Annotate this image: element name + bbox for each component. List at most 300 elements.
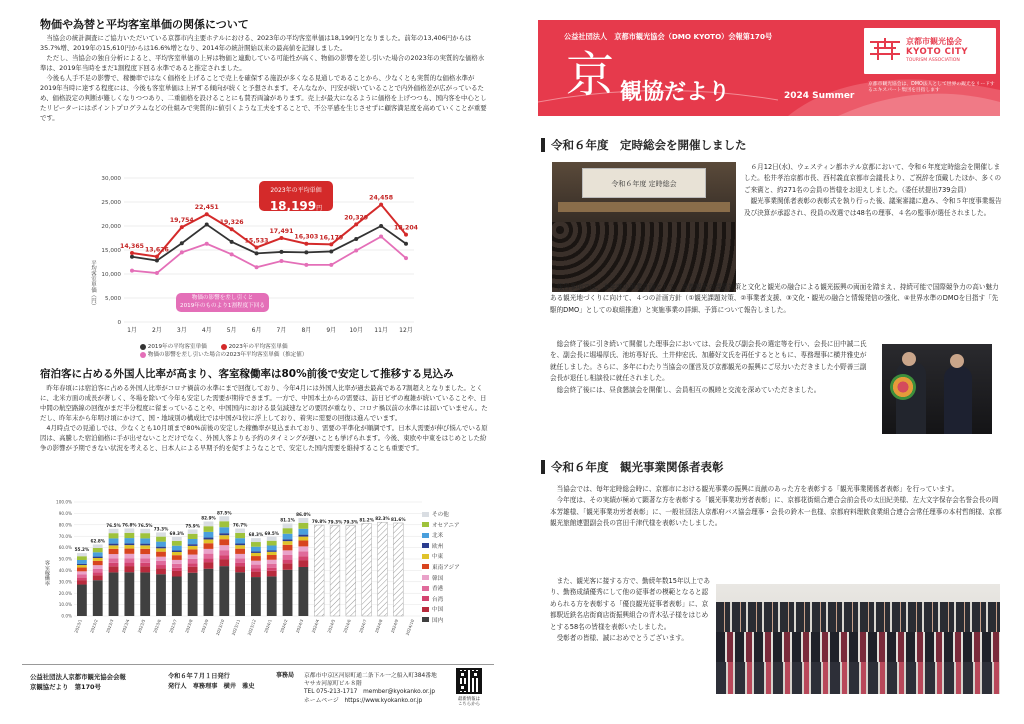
data-label: 82.9% [201, 515, 216, 521]
bar-segment [188, 539, 198, 544]
bar-segment [219, 516, 229, 521]
paragraph: 当協会では、毎年定時総会時に、京都市における観光事業の振興に貢献のあった方を表彰する「観光事業関係者表彰」を行っています。 [556, 485, 959, 493]
data-label: 76.7% [232, 522, 248, 528]
logo-sub: TOURISM ASSOCIATION [906, 58, 960, 63]
qr-code-icon[interactable] [456, 668, 482, 694]
bar-legend-item [422, 584, 482, 592]
legend-swatch [422, 617, 429, 622]
bar-segment [188, 555, 198, 559]
data-point [379, 224, 383, 228]
x-tick-label: 2023/3 [104, 618, 115, 634]
bar-segment [156, 557, 166, 561]
x-tick-label: 2024/1 [263, 618, 273, 634]
footer-address-block [304, 672, 437, 705]
bar-segment [283, 555, 293, 560]
legend-swatch [422, 564, 429, 569]
bar-segment [204, 539, 214, 543]
note-line: 物価の影響を差し引くと [191, 295, 254, 301]
data-point [255, 245, 259, 249]
bar-segment [109, 554, 119, 558]
bar-segment [204, 521, 214, 526]
x-tick-label: 11月 [374, 327, 388, 334]
data-point [379, 235, 383, 239]
legend-label: その他 [432, 512, 449, 518]
bar-segment [251, 553, 261, 556]
bar-segment [188, 546, 198, 549]
paragraph: 今年度は、その実績が極めて顕著な方を表彰する「観光事業功労者表彰」に、京都花街組合連合会前会長の太田紀美様、左大文字保存会名誉会長の岡本芳雄様、「観光事業功労者表彰」に、一般社団法人京都府バス協会理事・会長の鈴木一也様、京都府料理飲食業組合連合会常任理事の本村哲朗様、京都観光旅館連盟副会長の宮田千津代様を表彰いたしました。 [550, 496, 1002, 528]
banner-season: 2024 Summer [784, 91, 855, 101]
bar-segment [251, 561, 261, 565]
kyoto-logo-icon [868, 36, 902, 62]
y-tick-label: 30.0% [58, 579, 72, 585]
data-point [130, 251, 134, 255]
data-point [180, 250, 184, 254]
bar-segment [77, 571, 87, 574]
legend-label: 韓国 [432, 575, 444, 582]
data-label: 81.6% [391, 516, 406, 522]
paragraph: また、観光客に接する方で、勤続年数15年以上であり、勤務成績優秀にして他の従事者の模範となると認められる方を表彰する「優良観光従事者表彰」に、京都駅近鉄名店街商店街振興組合の青木弘子様をはじめとする58名の皆様を表彰いたしました。 [550, 577, 710, 631]
bar-segment [267, 564, 277, 568]
bar-segment [140, 558, 150, 562]
bar-legend-item [422, 563, 482, 571]
legend-swatch [422, 543, 429, 548]
bar-segment [235, 549, 245, 554]
bar-segment [156, 548, 166, 551]
legend-swatch [422, 522, 429, 527]
callout-title: 2023年の平均単価 [270, 187, 322, 194]
bar-segment [188, 529, 198, 533]
bar-legend-item [422, 531, 482, 539]
bar-segment [298, 523, 308, 529]
footer-org: 公益社団法人京都市観光協会会報 [30, 673, 126, 681]
bar-segment [188, 549, 198, 554]
paragraph: 総会終了後に引き続いて開催した理事会においては、会長及び副会長の選定等を行い、会長に田中誠二氏を、副会長に堀場厚氏、池坊専好氏、土井伸宏氏、加藤好文氏を再任するとともに、専務理事に横井雅史が就任しました。さらに、多年にわたり当協会の運営及び京都観光の振興にご尽力いただきました小野善三副会長が退任し相談役に就任されました。 [550, 340, 867, 383]
data-point [205, 223, 209, 227]
y-tick-label: 40.0% [58, 568, 72, 573]
footer-web: ホームページ https://www.kyokanko.or.jp [304, 697, 423, 704]
y-tick-label: 90.0% [58, 511, 72, 516]
bar-segment [267, 576, 277, 616]
bar-segment [267, 555, 277, 560]
bar-segment [172, 541, 182, 546]
forecast-bar [314, 525, 324, 616]
data-point [130, 269, 134, 273]
bar-segment [204, 558, 214, 562]
award-recipients-photo [716, 584, 1000, 694]
data-label: 69.3% [169, 530, 185, 536]
bar-segment [235, 554, 245, 558]
x-tick-label: 1月 [127, 327, 137, 334]
bar-segment [140, 545, 150, 548]
bar-segment [188, 559, 198, 563]
legend-label: オセアニア [432, 522, 460, 529]
bar-segment [283, 528, 293, 534]
legend-swatch [422, 554, 429, 559]
bar-segment [109, 566, 119, 572]
bar-segment [109, 563, 119, 566]
bar-segment [109, 529, 119, 533]
bar-chart-svg [42, 494, 482, 652]
bar-segment [204, 543, 214, 549]
data-point [404, 256, 408, 260]
bar-segment [204, 532, 214, 538]
legend-label: 国内 [432, 617, 444, 624]
data-label: 16,179 [319, 234, 344, 242]
data-label: 18,204 [394, 224, 418, 232]
bar-segment [93, 544, 103, 548]
bar-segment [124, 558, 134, 562]
y-tick-label: 20.0% [58, 590, 72, 596]
bar-segment [93, 552, 103, 556]
bar-segment [283, 524, 293, 529]
legend-item-2019: 2019年の平均客室単価 [140, 342, 207, 350]
bar-segment [219, 555, 229, 559]
bar-legend-item [422, 605, 482, 613]
bar-legend-item [422, 574, 482, 582]
data-label: 82.3% [375, 516, 390, 522]
legend-swatch [422, 533, 429, 538]
bar-segment [124, 566, 134, 572]
bar-segment [172, 550, 182, 552]
bar-segment [93, 561, 103, 565]
legend-label: 北米 [432, 533, 444, 540]
data-label: 76.5% [106, 522, 121, 528]
data-label: 87.5% [217, 510, 232, 516]
bar-segment [251, 556, 261, 561]
banner-title: 観協だより [620, 80, 731, 105]
bar-segment [77, 574, 87, 577]
bar-segment [156, 565, 166, 568]
bar-segment [156, 542, 166, 547]
forecast-bar [346, 526, 356, 616]
section-title-price: 物価や為替と平均客室単価の関係について [40, 18, 249, 31]
bar-segment [283, 545, 293, 551]
x-tick-label: 10月 [349, 327, 364, 334]
bar-segment [298, 567, 308, 616]
meeting-text-col [744, 162, 1004, 219]
data-label: 86.0% [296, 511, 311, 517]
legend-swatch [422, 607, 429, 612]
bar-segment [188, 563, 198, 566]
section-title-general-meeting: 令和６年度 定時総会を開催しました [541, 138, 747, 152]
bar-segment [140, 529, 150, 533]
data-label: 17,491 [269, 228, 294, 236]
bar-segment [235, 566, 245, 572]
y-tick-label: 70.0% [58, 533, 72, 539]
bar-segment [267, 568, 277, 571]
x-tick-label: 2023/1 [73, 618, 83, 634]
data-label: 76.8% [122, 522, 137, 528]
bar-segment [93, 558, 103, 561]
data-label: 55.2% [74, 547, 90, 553]
bar-segment [188, 544, 198, 546]
paragraph: 観光事業関係者表彰の表彰式を執り行った後、議案審議に進み、令和５年度事業報告及び決算が承認され、役員の改選では48名の理事、４名の監事が選任されました。 [744, 197, 1002, 217]
y-tick-label: 100.0% [56, 499, 72, 505]
legend-label: 東南アジア [432, 564, 460, 571]
bar-segment [109, 549, 119, 554]
bar-segment [156, 568, 166, 574]
data-label: 68.3% [248, 532, 264, 538]
y-tick-label: 15,000 [101, 248, 121, 254]
bar-segment [204, 538, 214, 540]
note-line: 2019年のものより1割程度下回る [180, 302, 265, 309]
y-tick-label: 0.0% [61, 613, 72, 619]
bar-segment [251, 542, 261, 547]
x-tick-label: 2023/9 [199, 618, 210, 634]
legend-item-2023: 2023年の平均客室単価 [221, 342, 288, 350]
data-point [155, 271, 159, 275]
data-label: 14,365 [120, 243, 144, 251]
footer-issue: 京観協だより 第170号 [30, 683, 101, 691]
bar-segment [219, 545, 229, 550]
bar-segment [298, 551, 308, 556]
callout-value: 18,199 [269, 199, 317, 213]
data-label: 79.3% [327, 519, 343, 525]
paragraph: 今後も人手不足の影響で、稼働率ではなく価格を上げることで売上を確保する施設が多くなる見通しであることから、少なくとも実質的な価格水準が2019年当時に達する程度には、今後も客室単価は上昇する傾向が続くと予想されます。そんななか、円安が続いていることで内外価格差が広がっているため、価格設定の判断が難しくなりつつあり、二重価格を設けることにも賛否両論があります。売上が最大になるように価格を上げつつも、国内客を中心としたリピーターにはポイントプログラムなどの仕組みで実質的に値引くような工夫をすることで、不公平感を生じさせずに顧客満足度を高めていくことが重要です。 [40, 74, 487, 122]
legend-swatch [422, 575, 429, 580]
x-tick-label: 2024/6 [342, 618, 352, 634]
y-tick-label: 5,000 [104, 296, 121, 302]
bar-segment [219, 539, 229, 545]
bar-legend-item [422, 542, 482, 550]
bar-segment [172, 564, 182, 568]
x-tick-label: 9月 [326, 327, 337, 334]
bar-segment [298, 518, 308, 523]
awards-text-col [550, 576, 710, 644]
bar-segment [219, 533, 229, 535]
y-tick-label: 10.0% [58, 602, 72, 608]
bar-segment [298, 535, 308, 537]
bar-segment [219, 521, 229, 527]
avg-price-callout [259, 181, 333, 211]
data-label: 79.8% [311, 519, 327, 525]
bar-segment [188, 534, 198, 539]
x-tick-label: 2024/8 [373, 618, 384, 634]
data-point [180, 225, 184, 229]
bar-segment [77, 585, 87, 616]
bar-legend-item [422, 521, 482, 529]
footer-tel: TEL 075-213-1717 member@kyokanko.or.jp [304, 689, 436, 696]
bar-segment [77, 560, 87, 564]
data-point [279, 236, 283, 240]
bar-segment [172, 552, 182, 555]
bar-segment [251, 551, 261, 553]
x-tick-label: 2024/10 [404, 618, 416, 636]
bar-segment [77, 565, 87, 568]
data-point [230, 240, 234, 244]
retirement-photo [882, 344, 992, 434]
price-line-chart [88, 172, 424, 360]
bar-segment [77, 578, 87, 581]
bar-segment [172, 571, 182, 577]
bar-segment [156, 532, 166, 536]
data-label: 79.3% [343, 519, 359, 525]
bar-segment [109, 544, 119, 546]
newsletter-banner [538, 20, 1000, 116]
line-chart-svg [88, 172, 424, 360]
bar-segment [298, 546, 308, 551]
legend-swatch [422, 586, 429, 591]
footer-office-label: 事務局 [276, 672, 295, 679]
bar-segment [77, 553, 87, 556]
bar-segment [235, 563, 245, 566]
bar-segment [124, 528, 134, 532]
paragraph: 4月時点での見通しでは、少なくとも10月頃まで80%前後の安定した稼働率が見込まれており、需要の平準化が順調です。日本人需要が伸び悩んでいる原因は、高騰した宿泊価格に手が出せないことだけでなく、外国人客よりも予約のタイミングが遅いことも挙げられます。今後、東欧や中東をはじめとした紛争の影響が予期できない状況を考えると、日本人による早期予約を促すようなことで、安定した国内需要を維持することも重要です。 [40, 424, 488, 452]
x-tick-label: 2月 [151, 327, 162, 334]
bar-segment [235, 545, 245, 548]
bar-legend-item [422, 552, 482, 560]
bar-segment [140, 549, 150, 554]
bar-segment [77, 568, 87, 572]
footer-publisher: 発行人 専務理事 横井 雅史 [168, 683, 255, 690]
data-label: 13,626 [144, 246, 169, 254]
data-point [354, 237, 358, 241]
occupancy-bar-chart [42, 494, 482, 652]
bar-segment [124, 563, 134, 567]
bar-segment [172, 537, 182, 541]
paragraph: 昨年春頃には宿泊客に占める外国人比率がコロナ禍前の水準にまで回復しており、今年4月には外国人比率が過去最高である7割超えとなりました。とくに、北米方面の成長が著しく、冬場を除いて今年も安定した需要が期待できます。一方で、中国本土からの需要は、訪日ビザの複雑が続いていることや、日中間の航空路線の回復がまだ半分程度に留まっていることや、中国国内における景気減速などの要因が重なり、コロナ禍以前の水準には届いていません。ただし、昨年末から年明け頃にかけて、国・地域別の構成比では中国が1位に浮上しており、着実に需要の回復は進んでいます。 [40, 384, 488, 422]
data-point [304, 242, 308, 246]
bar-segment [204, 569, 214, 616]
bar-segment [235, 529, 245, 533]
line-y-axis-title: 平均客室単価（円） [90, 260, 96, 309]
legend-label: 中国 [432, 607, 444, 614]
x-tick-label: 3月 [176, 327, 187, 334]
data-point [379, 203, 383, 207]
bar-segment [267, 571, 277, 577]
bar-segment [156, 547, 166, 549]
y-tick-label: 0 [117, 320, 121, 326]
legend-swatch [422, 596, 429, 601]
data-point [205, 212, 209, 216]
bar-segment [219, 559, 229, 566]
bar-segment [251, 547, 261, 552]
y-tick-label: 60.0% [58, 545, 72, 551]
data-point [205, 242, 209, 246]
x-tick-label: 7月 [276, 327, 287, 334]
bar-segment [109, 545, 119, 548]
bar-segment [283, 560, 293, 564]
bar-segment [93, 569, 103, 573]
paragraph: 総会終了後には、昼食懇談会を開催し、会員相互の親睦と交流を深めていただきました。 [556, 385, 821, 394]
data-point [304, 250, 308, 254]
bar-segment [156, 561, 166, 565]
bar-segment [219, 527, 229, 533]
bar-segment [267, 560, 277, 564]
qr-caption: 最新情報は こちらから [458, 697, 480, 708]
paragraph: 受彰者の皆様、誠におめでとうございます。 [556, 634, 688, 643]
data-point [404, 233, 408, 237]
bar-segment [204, 554, 214, 559]
x-tick-label: 2023/5 [136, 618, 147, 634]
bar-segment [267, 545, 277, 550]
data-point [279, 259, 283, 263]
bar-segment [124, 549, 134, 554]
data-point [329, 242, 333, 246]
bar-segment [124, 533, 134, 538]
bar-segment [93, 580, 103, 616]
line-legend [140, 342, 440, 358]
y-tick-label: 25,000 [101, 200, 121, 206]
x-tick-label: 2023/4 [120, 618, 131, 634]
data-point [180, 241, 184, 245]
data-point [329, 249, 333, 253]
bar-segment [172, 568, 182, 571]
bar-segment [267, 550, 277, 552]
x-tick-label: 6月 [251, 327, 262, 334]
bar-segment [235, 572, 245, 616]
bar-segment [188, 567, 198, 573]
data-label: 24,458 [369, 194, 394, 202]
x-tick-label: 2023/7 [168, 618, 178, 634]
bar-legend-item [422, 616, 482, 624]
data-label: 73.3% [153, 526, 169, 532]
data-point [279, 250, 283, 254]
data-point [155, 259, 159, 263]
bar-segment [93, 548, 103, 552]
footer-address: 京都市中京区河原町通二条下ル一之船入町384番地 [304, 673, 437, 679]
bar-segment [77, 556, 87, 560]
x-tick-label: 2023/2 [89, 618, 99, 634]
data-point [354, 248, 358, 252]
bar-segment [109, 533, 119, 538]
legend-label: 欧州 [432, 543, 444, 550]
bar-segment [251, 565, 261, 569]
x-tick-label: 5月 [226, 327, 237, 334]
meeting-text-lower [550, 339, 872, 396]
x-tick-label: 2023/11 [230, 618, 242, 636]
y-tick-label: 30,000 [101, 176, 121, 182]
bar-segment [93, 575, 103, 580]
data-label: 69.5% [264, 530, 279, 536]
bar-segment [251, 569, 261, 572]
bar-segment [124, 543, 134, 545]
bar-segment [283, 539, 293, 541]
bar-segment [298, 529, 308, 535]
bar-segment [283, 550, 293, 555]
legend-item-adjusted: 物価の影響を差し引いた場合の2023年平均客室単価（推定値） [140, 350, 440, 358]
paragraph: ただし、当協会の独自分析によると、平均客室単価の上昇は物価と連動している可能性が高く、物価の影響を差し引いた場合の2023年の実質的な価格水準は、2019年当時をまだ1割程度下回る水準であると推定されました。 [40, 54, 485, 72]
legend-label: 香港 [432, 586, 444, 593]
data-label: 20,329 [344, 214, 369, 222]
footer-date: 令和６年７月１日発行 [168, 673, 230, 680]
x-tick-label: 2024/4 [310, 618, 321, 634]
bar-segment [298, 556, 308, 560]
bar-segment [219, 550, 229, 555]
x-tick-label: 2023/12 [246, 618, 257, 636]
legend-swatch [422, 512, 429, 517]
data-label: 81.1% [280, 517, 295, 523]
data-label: 15,533 [244, 237, 269, 245]
banner-org-line: 公益社団法人 京都市観光協会（DMO KYOTO）会報第170号 [564, 32, 773, 41]
bar-segment [93, 565, 103, 569]
bar-segment [204, 549, 214, 554]
data-point [354, 222, 358, 226]
bar-segment [219, 566, 229, 616]
bar-segment [93, 557, 103, 558]
bar-segment [124, 572, 134, 616]
bar-segment [77, 564, 87, 565]
logo-en: KYOTO CITY [906, 47, 969, 57]
bar-segment [109, 572, 119, 616]
data-point [230, 252, 234, 256]
y-tick-label: 80.0% [58, 522, 72, 528]
bar-legend-item [422, 595, 482, 603]
y-tick-label: 20,000 [101, 224, 121, 230]
legend-label: 中東 [432, 554, 444, 561]
y-tick-label: 10,000 [101, 272, 121, 278]
banner-description: 京都市観光協会は、DMO法人として世界の観光をリードするエキスパート集団を目指します [868, 82, 995, 94]
